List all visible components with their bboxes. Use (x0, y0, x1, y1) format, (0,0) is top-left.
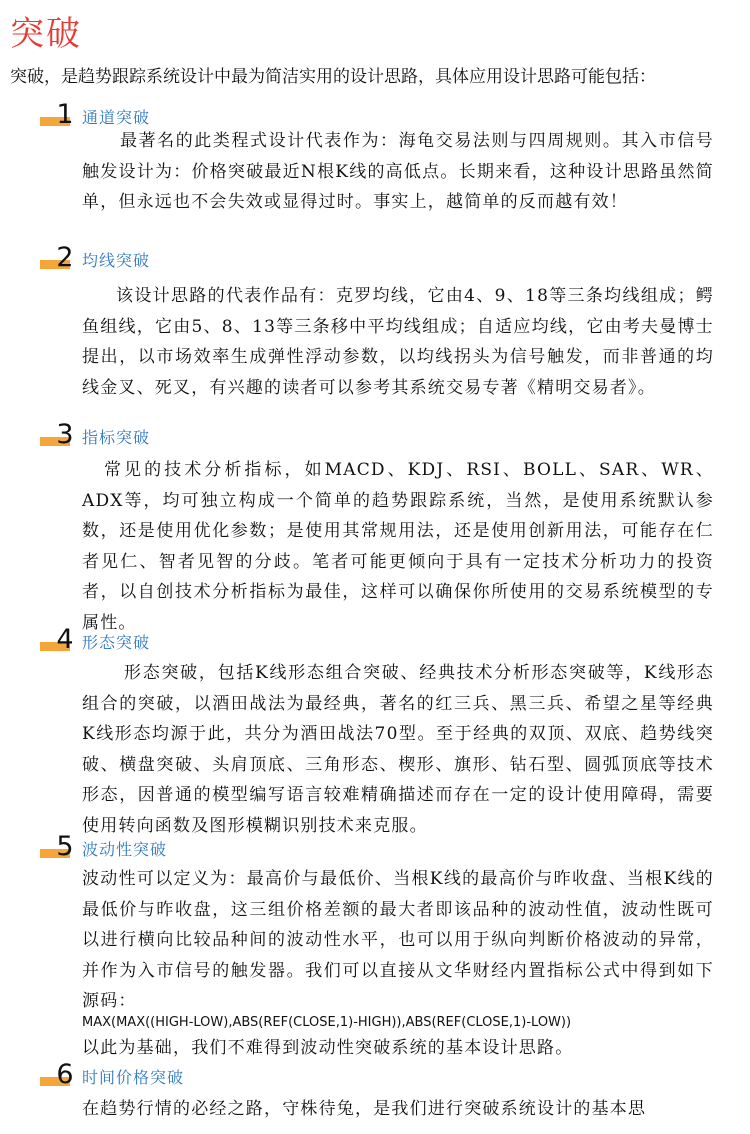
formula-code: MAX(MAX((HIGH-LOW),ABS(REF(CLOSE,1)-HIGH)),ABS(REF(CLOSE,1)-LOW)) (82, 1015, 572, 1030)
section-title: 指标突破 (82, 428, 151, 447)
section-title: 波动性突破 (82, 840, 168, 859)
section-3-text: 常见的技术分析指标，如MACD、KDJ、RSI、BOLL、SAR、WR、ADX等，均可独立构成一个简单的趋势跟踪系统，当然，是使用系统默认参数，还是使用优化参数；是使用其常规用法，还是使用创新用法，可能存在仁者见仁、智者见智的分歧。笔者可能更倾向于具有一定技术分析功力的投资者，以自创技术分析指标为最佳，这样可以确保你所使用的交易系统模型的专属性。 (82, 460, 714, 633)
section-6-text: 在趋势行情的必经之路，守株待兔，是我们进行突破系统设计的基本思 (82, 1099, 647, 1119)
section-number: 3 (56, 419, 74, 450)
intro-paragraph: 突破，是趋势跟踪系统设计中最为简洁实用的设计思路，具体应用设计思路可能包括： (10, 67, 656, 87)
section-3-header (40, 419, 440, 452)
section-number: 1 (56, 99, 74, 130)
section-1-text: 最著名的此类程式设计代表作为：海龟交易法则与四周规则。其入市信号触发设计为：价格突破最近N根K线的高低点。长期来看，这种设计思路虽然简单，但永远也不会失效或显得过时。事实上，越简单的反而越有效！ (82, 131, 714, 212)
section-number: 5 (56, 831, 74, 862)
section-title: 形态突破 (82, 633, 151, 652)
section-5-after-text: 以此为基础，我们不难得到波动性突破系统的基本设计思路。 (82, 1038, 574, 1058)
section-5-text: 波动性可以定义为：最高价与最低价、当根K线的最高价与昨收盘、当根K线的最低价与昨收盘，这三组价格差额的最大者即该品种的波动性值，波动性既可以进行横向比较品种间的波动性水平，也可以用于纵向判断价格波动的异常，并作为入市信号的触发器。我们可以直接从文华财经内置指标公式中得到如下源码： (82, 869, 714, 1011)
section-5-header (40, 831, 440, 864)
section-title: 通道突破 (82, 108, 151, 127)
section-number: 4 (56, 624, 74, 655)
section-2-text: 该设计思路的代表作品有：克罗均线，它由4、9、18等三条均线组成；鳄鱼组线，它由5、8、13等三条移中平均线组成；自适应均线，它由考夫曼博士提出，以市场效率生成弹性浮动参数，以均线拐头为信号触发，而非普通的均线金叉、死叉，有兴趣的读者可以参考其系统交易专著《精明交易者》。 (82, 286, 714, 398)
section-number: 6 (56, 1059, 74, 1090)
section-4-text: 形态突破，包括K线形态组合突破、经典技术分析形态突破等，K线形态组合的突破，以酒田战法为最经典，著名的红三兵、黑三兵、希望之星等经典K线形态均源于此，共分为酒田战法70型。至于经典的双顶、双底、趋势线突破、横盘突破、头肩顶底、三角形态、楔形、旗形、钻石型、圆弧顶底等技术形态，因普通的模型编写语言较难精确描述而存在一定的设计使用障碍，需要使用转向函数及图形模糊识别技术来克服。 (82, 663, 714, 836)
section-title: 均线突破 (82, 251, 151, 270)
section-title: 时间价格突破 (82, 1068, 185, 1087)
section-6-header (40, 1059, 440, 1092)
page-title: 突破 (10, 14, 82, 54)
section-number: 2 (56, 242, 74, 273)
section-2-header (40, 242, 440, 275)
section-4-header (40, 624, 440, 657)
